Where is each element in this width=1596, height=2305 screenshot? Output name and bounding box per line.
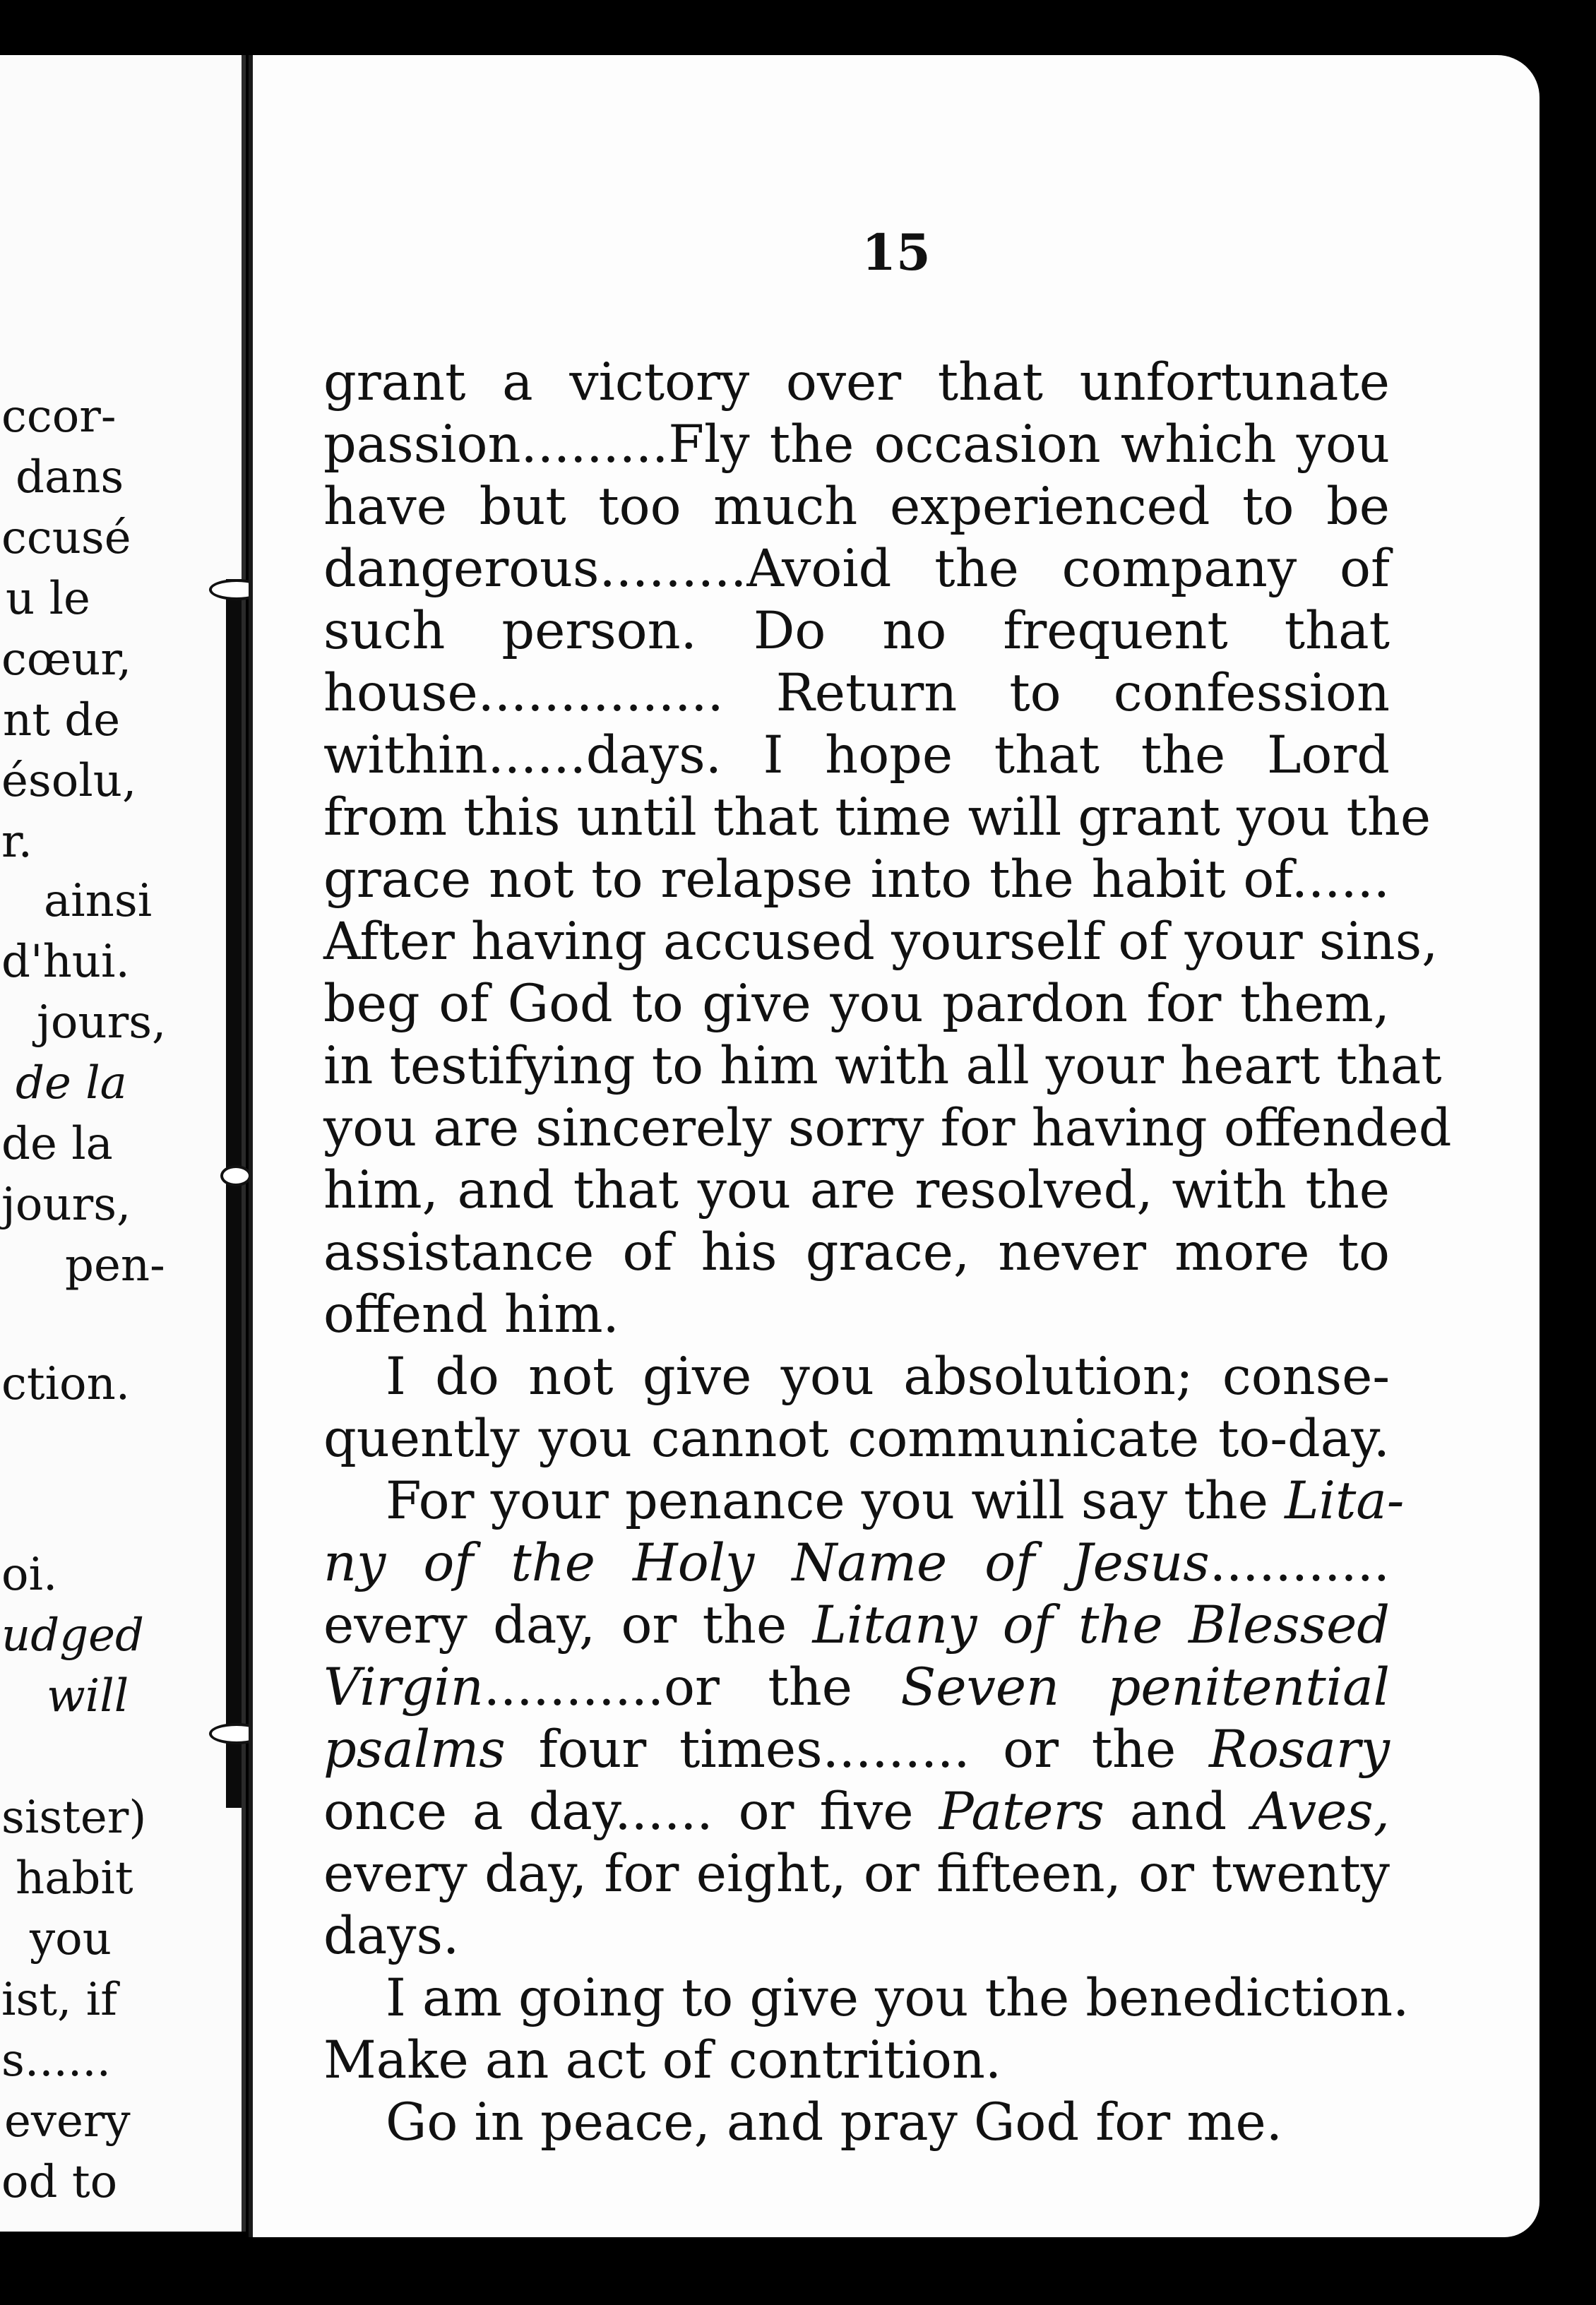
italic-segment: ny of the Holy Name of Jesus <box>323 1533 1210 1593</box>
left-fragment: od to <box>1 2156 118 2208</box>
text-segment: every day, or the <box>323 1595 813 1655</box>
page-number: 15 <box>862 223 931 282</box>
text-line <box>323 1595 1390 1657</box>
text-line: from this until that time will grant you the <box>323 787 1431 847</box>
text-line: such person. Do no frequent that <box>323 601 1390 661</box>
text-line: have but too much experienced to be <box>323 477 1390 537</box>
left-fragment: will <box>47 1670 129 1722</box>
italic-segment: Aves, <box>1252 1782 1390 1842</box>
text-segment: once a day...... or five <box>323 1782 939 1842</box>
text-segment: and <box>1104 1782 1253 1842</box>
text-line: Make an act of contrition. <box>323 2030 1002 2090</box>
left-fragment: ction. <box>1 1358 131 1410</box>
left-fragment: ccor- <box>1 391 117 443</box>
left-fragment: s...... <box>1 2035 111 2087</box>
text-line: house............... Return to confession <box>323 663 1390 723</box>
text-line <box>323 1781 1390 1843</box>
text-line <box>323 1905 1390 1967</box>
text-line: After having accused yourself of your sins, <box>323 912 1439 972</box>
text-line: assistance of his grace, never more to <box>323 1222 1390 1282</box>
text-line: you are sincerely sorry for having offended <box>323 1098 1452 1158</box>
right-page <box>249 55 1540 2237</box>
left-fragment: jours, <box>1 1179 131 1231</box>
text-line: grant a victory over that unfortunate <box>323 352 1390 412</box>
text-line: grace not to relapse into the habit of...... <box>323 850 1390 910</box>
text-line <box>323 1657 1390 1719</box>
left-fragment: ist, if <box>1 1974 117 2026</box>
left-fragment: udged <box>1 1609 144 1662</box>
text-line: I do not give you absolution; conse- <box>386 1347 1390 1407</box>
left-fragment: ainsi <box>44 875 153 927</box>
left-fragment: oi. <box>1 1549 58 1601</box>
text-line: dangerous.........Avoid the company of <box>323 539 1390 599</box>
page-body-text <box>323 352 1452 2154</box>
text-line: quently you cannot communicate to-day. <box>323 1409 1390 1469</box>
text-line: in testifying to him with all your heart that <box>323 1036 1442 1096</box>
text-line: beg of God to give you pardon for them, <box>323 974 1390 1034</box>
left-fragment: cœur, <box>1 633 132 686</box>
left-fragment: de la <box>16 1057 127 1109</box>
left-fragment: sister) <box>1 1792 147 1844</box>
italic-segment: Rosary <box>1208 1720 1390 1780</box>
left-fragment: de la <box>1 1118 113 1170</box>
left-fragment: nt de <box>3 694 121 746</box>
left-fragment: ccusé <box>1 512 131 564</box>
text-line <box>323 1470 1405 1532</box>
text-segment: ........... <box>1209 1533 1390 1593</box>
text-line <box>323 1719 1390 1781</box>
italic-segment: Lita- <box>1285 1471 1405 1531</box>
text-segment: ...........or the <box>483 1657 901 1717</box>
left-fragment: ésolu, <box>1 755 137 807</box>
binding-stitch <box>220 1165 251 1186</box>
text-segment: For your penance you will say the <box>386 1471 1285 1531</box>
italic-segment: Virgin <box>323 1657 484 1717</box>
text-line: Go in peace, and pray God for me. <box>386 2092 1282 2152</box>
left-fragment: d'hui. <box>1 936 130 988</box>
text-segment: days. <box>323 1906 460 1966</box>
italic-segment: Paters <box>939 1782 1104 1842</box>
text-line: within......days. I hope that the Lord <box>323 725 1390 785</box>
left-fragment: r. <box>1 816 32 868</box>
text-line: passion.........Fly the occasion which you <box>323 415 1390 475</box>
left-fragment: pen- <box>65 1239 165 1292</box>
text-line <box>323 1532 1390 1595</box>
text-line: offend him. <box>323 1285 619 1345</box>
book-gutter <box>226 579 242 1808</box>
text-line: him, and that you are resolved, with the <box>323 1160 1390 1220</box>
left-page-cropped <box>0 55 246 2232</box>
text-segment: every day, for eight, or fifteen, or twenty <box>323 1844 1390 1904</box>
left-fragment: u le <box>6 573 90 625</box>
italic-segment: Seven penitential <box>900 1657 1390 1717</box>
left-fragment: jours, <box>37 996 167 1049</box>
italic-segment: psalms <box>323 1720 506 1780</box>
left-fragment: habit <box>16 1852 133 1905</box>
left-fragment: dans <box>16 451 124 504</box>
left-fragment: every <box>4 2095 131 2148</box>
italic-segment: Litany of the Blessed <box>812 1595 1390 1655</box>
text-line <box>323 1843 1390 1905</box>
left-fragment: you <box>30 1913 112 1965</box>
text-segment: four times......... or the <box>505 1720 1209 1780</box>
text-line: I am going to give you the benediction. <box>386 1968 1410 2028</box>
